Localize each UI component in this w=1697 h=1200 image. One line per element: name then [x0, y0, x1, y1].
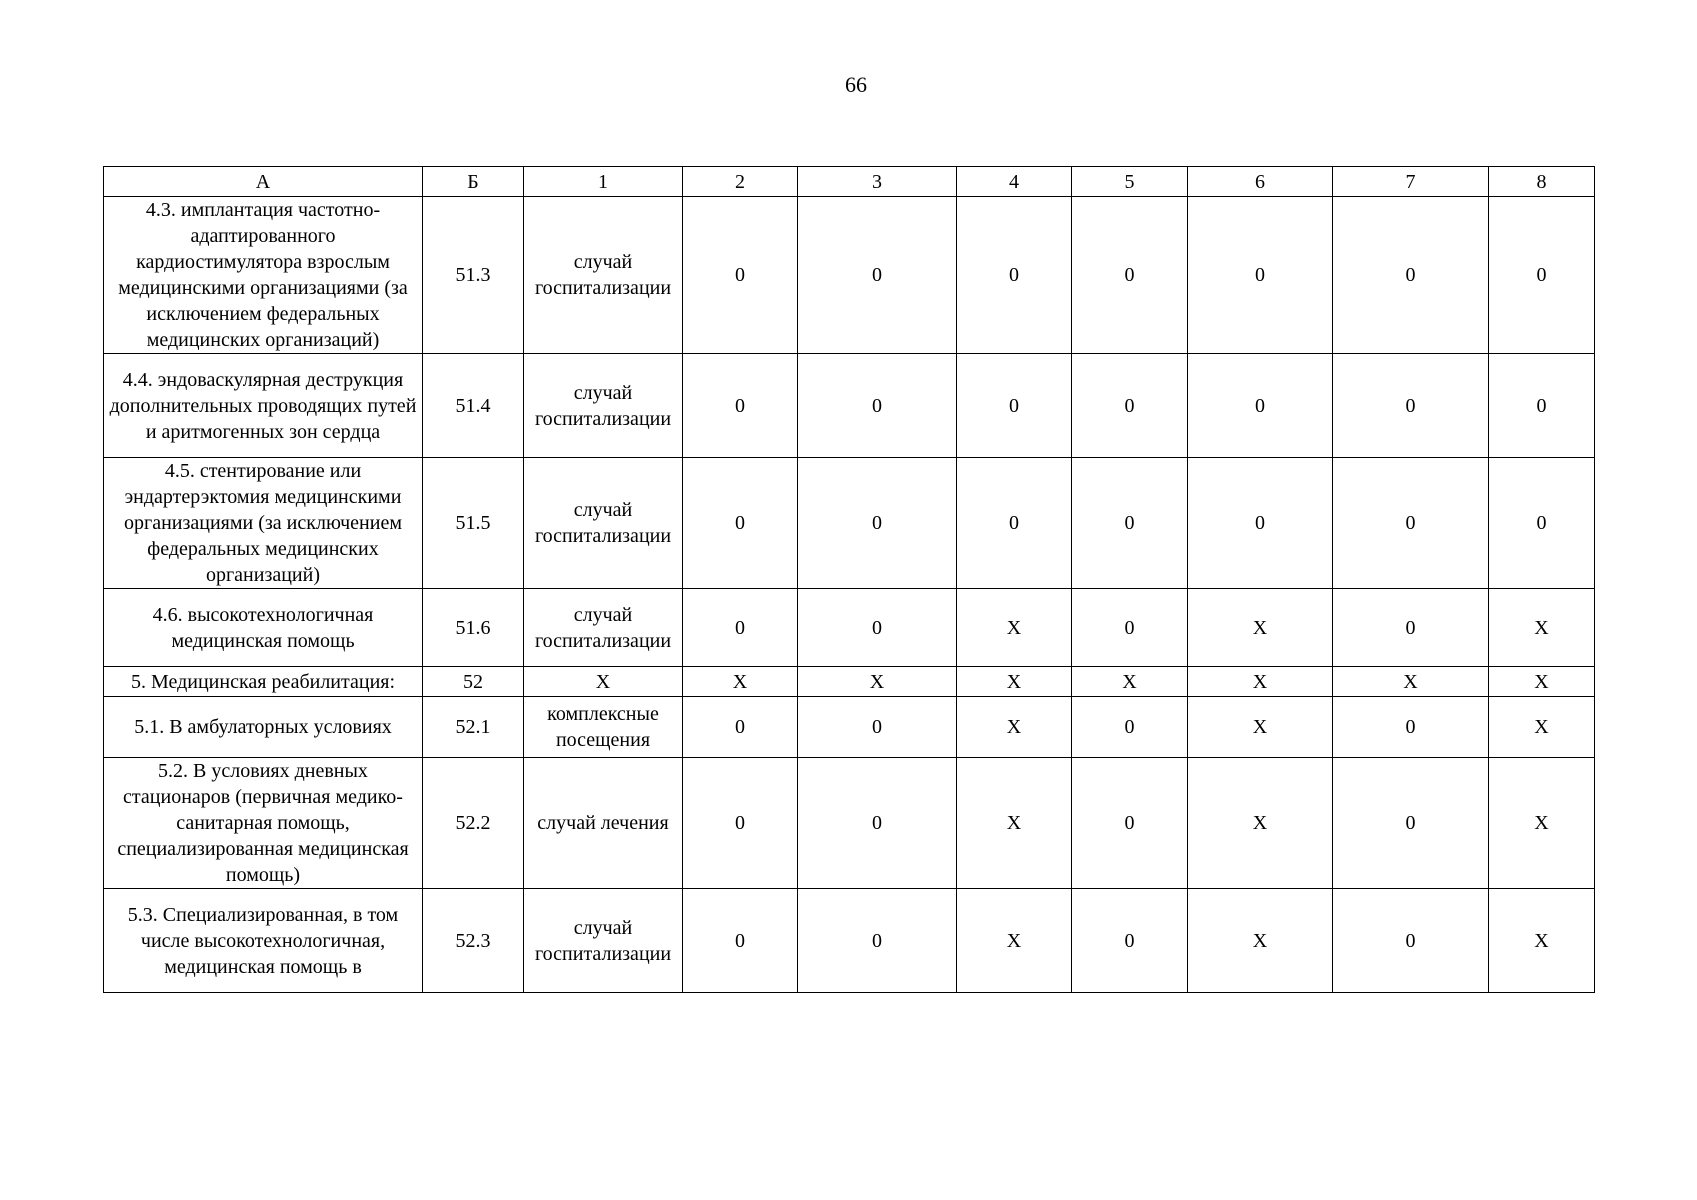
row-value-cell: 0: [683, 589, 798, 667]
row-name-cell: 5.1. В амбулаторных условиях: [104, 697, 423, 758]
row-value-cell: 0: [1188, 354, 1333, 458]
row-value-cell: 0: [798, 197, 957, 354]
row-value-cell: X: [1188, 667, 1333, 697]
row-unit-cell: случай госпитализации: [524, 458, 683, 589]
header-cell: 6: [1188, 167, 1333, 197]
table-row: [104, 354, 1595, 458]
row-unit-cell: случай госпитализации: [524, 197, 683, 354]
row-value-cell: 0: [1333, 889, 1489, 993]
row-value-cell: 0: [1333, 197, 1489, 354]
row-value-cell: 0: [1072, 697, 1188, 758]
row-value-cell: X: [1489, 667, 1595, 697]
header-cell: 3: [798, 167, 957, 197]
header-cell: А: [104, 167, 423, 197]
row-value-cell: 0: [798, 354, 957, 458]
header-cell: Б: [423, 167, 524, 197]
row-name-cell: 5. Медицинская реабилитация:: [104, 667, 423, 697]
row-value-cell: 0: [1072, 354, 1188, 458]
row-code-cell: 52: [423, 667, 524, 697]
row-value-cell: 0: [1072, 197, 1188, 354]
header-cell: 7: [1333, 167, 1489, 197]
row-value-cell: X: [1188, 758, 1333, 889]
row-value-cell: X: [683, 667, 798, 697]
header-cell: 5: [1072, 167, 1188, 197]
row-value-cell: 0: [1489, 354, 1595, 458]
row-value-cell: X: [957, 697, 1072, 758]
row-value-cell: 0: [957, 354, 1072, 458]
header-cell: 1: [524, 167, 683, 197]
row-value-cell: X: [798, 667, 957, 697]
row-code-cell: 52.3: [423, 889, 524, 993]
row-value-cell: 0: [1333, 354, 1489, 458]
row-code-cell: 52.1: [423, 697, 524, 758]
data-table: [103, 166, 1595, 993]
row-code-cell: 51.3: [423, 197, 524, 354]
row-unit-cell: комплексные посещения: [524, 697, 683, 758]
row-value-cell: X: [957, 589, 1072, 667]
table-row: [104, 758, 1595, 889]
page-number: 66: [845, 72, 867, 97]
row-value-cell: X: [1489, 589, 1595, 667]
row-code-cell: 51.6: [423, 589, 524, 667]
row-value-cell: X: [1489, 758, 1595, 889]
row-value-cell: X: [957, 667, 1072, 697]
row-value-cell: 0: [683, 889, 798, 993]
row-value-cell: 0: [683, 197, 798, 354]
row-value-cell: 0: [1333, 458, 1489, 589]
row-name-cell: 4.3. имплантация частотно-адаптированного кардиостимулятора взрослым медицинскими организациями (за исключением федеральных медицинских организаций): [104, 197, 423, 354]
row-value-cell: X: [1333, 667, 1489, 697]
row-value-cell: X: [1188, 697, 1333, 758]
row-value-cell: X: [1188, 889, 1333, 993]
row-value-cell: 0: [957, 197, 1072, 354]
table-body: [104, 197, 1595, 993]
row-value-cell: 0: [1072, 758, 1188, 889]
row-value-cell: X: [957, 889, 1072, 993]
row-value-cell: 0: [1188, 458, 1333, 589]
row-value-cell: 0: [798, 758, 957, 889]
row-name-cell: 4.5. стентирование или эндартерэктомия медицинскими организациями (за исключением федеральных медицинских организаций): [104, 458, 423, 589]
row-value-cell: 0: [957, 458, 1072, 589]
table-row: [104, 667, 1595, 697]
row-name-cell: 4.6. высокотехнологичная медицинская помощь: [104, 589, 423, 667]
row-code-cell: 52.2: [423, 758, 524, 889]
row-value-cell: X: [957, 758, 1072, 889]
row-value-cell: 0: [798, 697, 957, 758]
table-row: [104, 197, 1595, 354]
header-cell: 4: [957, 167, 1072, 197]
row-name-cell: 4.4. эндоваскулярная деструкция дополнительных проводящих путей и аритмогенных зон сердца: [104, 354, 423, 458]
row-value-cell: 0: [1333, 589, 1489, 667]
row-unit-cell: случай госпитализации: [524, 354, 683, 458]
row-value-cell: X: [1188, 589, 1333, 667]
row-value-cell: 0: [1188, 197, 1333, 354]
row-code-cell: 51.4: [423, 354, 524, 458]
row-value-cell: 0: [683, 697, 798, 758]
header-row: [104, 167, 1595, 197]
row-value-cell: X: [1072, 667, 1188, 697]
row-unit-cell: случай госпитализации: [524, 889, 683, 993]
row-value-cell: 0: [1072, 889, 1188, 993]
row-unit-cell: X: [524, 667, 683, 697]
row-value-cell: 0: [798, 889, 957, 993]
row-code-cell: 51.5: [423, 458, 524, 589]
header-cell: 2: [683, 167, 798, 197]
row-value-cell: 0: [1072, 589, 1188, 667]
row-value-cell: 0: [683, 458, 798, 589]
row-unit-cell: случай госпитализации: [524, 589, 683, 667]
table-row: [104, 589, 1595, 667]
row-value-cell: 0: [683, 354, 798, 458]
row-unit-cell: случай лечения: [524, 758, 683, 889]
row-value-cell: X: [1489, 889, 1595, 993]
row-name-cell: 5.3. Специализированная, в том числе высокотехнологичная, медицинская помощь в: [104, 889, 423, 993]
header-cell: 8: [1489, 167, 1595, 197]
row-value-cell: 0: [1072, 458, 1188, 589]
row-value-cell: 0: [798, 589, 957, 667]
row-value-cell: 0: [798, 458, 957, 589]
table-row: [104, 458, 1595, 589]
table-row: [104, 889, 1595, 993]
row-value-cell: 0: [1489, 458, 1595, 589]
row-name-cell: 5.2. В условиях дневных стационаров (первичная медико-санитарная помощь, специализированная медицинская помощь): [104, 758, 423, 889]
table-row: [104, 697, 1595, 758]
row-value-cell: 0: [683, 758, 798, 889]
row-value-cell: 0: [1333, 758, 1489, 889]
row-value-cell: 0: [1333, 697, 1489, 758]
row-value-cell: X: [1489, 697, 1595, 758]
row-value-cell: 0: [1489, 197, 1595, 354]
